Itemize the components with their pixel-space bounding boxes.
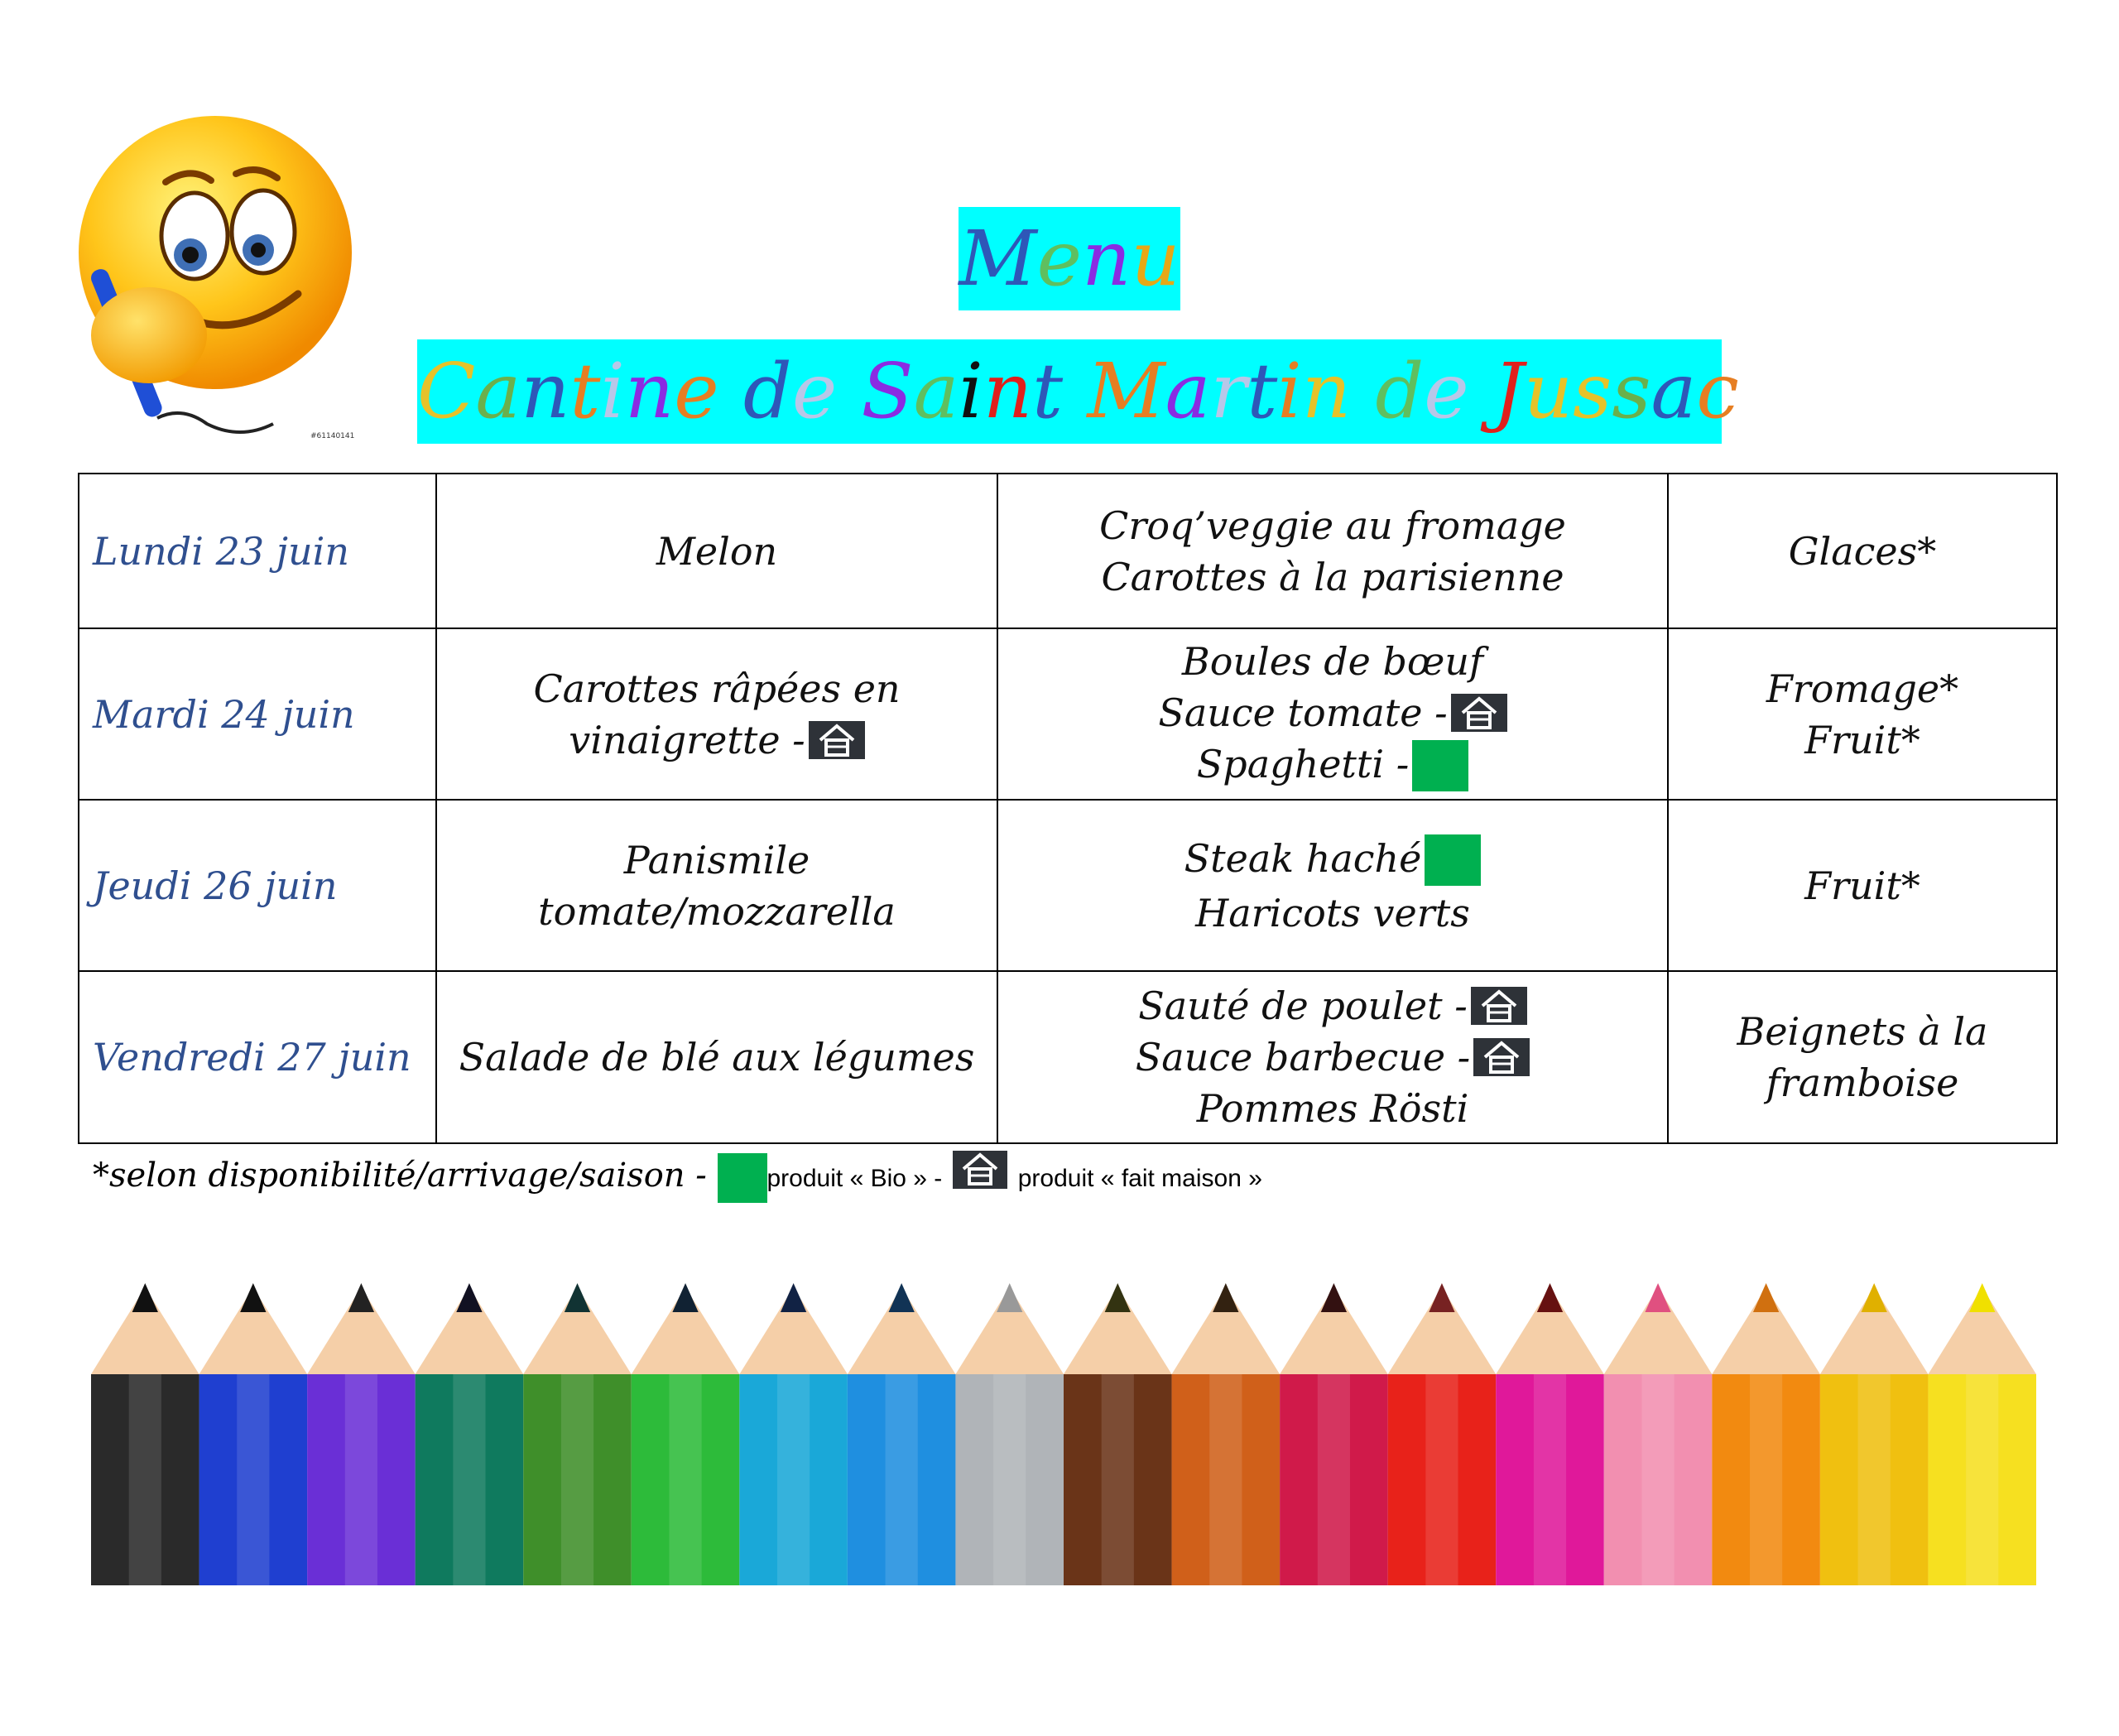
menu-row — [79, 800, 2057, 971]
pencil-highlight — [1966, 1374, 1998, 1585]
main-line — [1007, 500, 1659, 551]
title-letter: u — [1131, 214, 1180, 303]
pencil-highlight — [561, 1374, 593, 1585]
colored-pencils-image — [91, 1250, 2036, 1585]
starter-line — [445, 886, 988, 937]
pencil-highlight — [886, 1374, 918, 1585]
dish-text: Carottes râpées en — [533, 666, 901, 711]
dish-text: tomate/mozzarella — [538, 888, 896, 934]
day-label: Lundi 23 juin — [93, 528, 349, 574]
pencil-tip — [997, 1283, 1022, 1312]
bio-square-icon — [718, 1153, 767, 1203]
house-icon — [809, 721, 865, 759]
dish-text: vinaigrette - — [569, 717, 805, 762]
pencil-tip — [565, 1283, 590, 1312]
main-line — [1007, 551, 1659, 603]
pencil-tip — [672, 1283, 698, 1312]
pencil-tip — [1321, 1283, 1347, 1312]
pencil-highlight — [237, 1374, 269, 1585]
dish-text: Steak haché — [1184, 835, 1422, 881]
pencil-tip — [1429, 1283, 1454, 1312]
main-cell — [997, 800, 1668, 971]
pencil-highlight — [1858, 1374, 1891, 1585]
dish-text: Beignets à la — [1737, 1009, 1988, 1054]
pencil-highlight — [1209, 1374, 1242, 1585]
dessert-line — [1677, 860, 2048, 911]
dish-text: Fruit* — [1804, 863, 1920, 908]
starter-cell — [436, 800, 997, 971]
dessert-cell — [1668, 971, 2057, 1143]
dish-text: Pommes Rösti — [1196, 1086, 1469, 1131]
house-icon — [953, 1151, 1007, 1189]
dessert-line — [1677, 526, 2048, 577]
dish-text: Croq’veggie au fromage — [1099, 503, 1566, 548]
pencil-tip — [132, 1283, 158, 1312]
dish-text: Boules de bœuf — [1181, 638, 1484, 684]
pencil-tip — [1862, 1283, 1887, 1312]
starter-cell — [436, 474, 997, 628]
menu-row — [79, 971, 2057, 1143]
emoji-writing-icon — [66, 116, 364, 447]
dish-text: Panismile — [623, 837, 810, 882]
pencil-highlight — [1750, 1374, 1782, 1585]
dessert-cell — [1668, 628, 2057, 800]
day-cell — [79, 971, 436, 1143]
pencil-highlight — [1102, 1374, 1134, 1585]
pencil-highlight — [345, 1374, 377, 1585]
pencil-highlight — [777, 1374, 810, 1585]
dish-text: framboise — [1766, 1060, 1959, 1105]
legend-bio-label: produit « Bio » - — [766, 1165, 943, 1192]
starter-cell — [436, 971, 997, 1143]
dish-text: Haricots verts — [1195, 890, 1470, 935]
day-cell — [79, 628, 436, 800]
day-cell — [79, 474, 436, 628]
pencil-highlight — [1318, 1374, 1350, 1585]
pencil-tip — [456, 1283, 482, 1312]
day-label: Vendredi 27 juin — [93, 1035, 411, 1080]
pencil-tip — [1537, 1283, 1563, 1312]
day-label: Jeudi 26 juin — [93, 863, 338, 908]
pencil-highlight — [129, 1374, 161, 1585]
dish-text: Sauté de poulet - — [1138, 983, 1468, 1028]
dessert-line — [1677, 714, 2048, 766]
dish-text: Sauce barbecue - — [1135, 1035, 1471, 1080]
pencil-tip — [1105, 1283, 1131, 1312]
starter-line — [445, 526, 988, 577]
pencil-highlight — [1534, 1374, 1566, 1585]
page-subtitle: Cantine de Saint Martin de Jussac — [417, 347, 1739, 435]
title-letter: e — [1036, 214, 1083, 303]
page-title — [959, 214, 1180, 303]
starter-line — [445, 714, 988, 766]
main-cell — [997, 628, 1668, 800]
pencil-highlight — [453, 1374, 485, 1585]
dessert-line — [1677, 1006, 2048, 1057]
pencil-tip — [1969, 1283, 1995, 1312]
menu-table — [78, 473, 2058, 1144]
main-line — [1007, 1032, 1659, 1083]
main-line — [1007, 887, 1659, 939]
dish-text: Salade de blé aux légumes — [459, 1035, 975, 1080]
pencil-highlight — [1425, 1374, 1458, 1585]
legend-homemade-label: produit « fait maison » — [1017, 1165, 1262, 1192]
dish-text: Fromage* — [1766, 666, 1959, 711]
house-icon — [1451, 694, 1507, 732]
legend — [93, 1151, 1262, 1204]
dish-text: Spaghetti - — [1196, 741, 1410, 786]
main-line — [1007, 1083, 1659, 1134]
dessert-line — [1677, 1057, 2048, 1108]
page-title-box — [959, 207, 1180, 310]
subtitle-box — [417, 339, 1739, 444]
dish-text: Sauce tomate - — [1158, 690, 1448, 735]
dish-text: Fruit* — [1804, 717, 1920, 762]
dessert-line — [1677, 663, 2048, 714]
dish-text: Melon — [656, 528, 778, 574]
starter-line — [445, 834, 988, 886]
title-letter: M — [959, 214, 1037, 303]
main-line — [1007, 738, 1659, 793]
house-icon — [1471, 987, 1527, 1025]
starter-line — [445, 1032, 988, 1083]
dessert-cell — [1668, 800, 2057, 971]
pencil-tip — [240, 1283, 266, 1312]
main-cell — [997, 971, 1668, 1143]
pencil-highlight — [669, 1374, 701, 1585]
title-letter: n — [1082, 214, 1132, 303]
house-icon — [1473, 1038, 1530, 1076]
starter-cell — [436, 628, 997, 800]
bio-square-icon — [1412, 740, 1468, 791]
pencil-tip — [1213, 1283, 1238, 1312]
dish-text: Glaces* — [1788, 528, 1937, 574]
pencil-tip — [781, 1283, 806, 1312]
main-line — [1007, 636, 1659, 687]
legend-note: *selon disponibilité/arrivage/saison - — [93, 1157, 707, 1195]
bio-square-icon — [1425, 834, 1481, 886]
main-line — [1007, 833, 1659, 887]
main-line — [1007, 980, 1659, 1032]
pencil-tip — [348, 1283, 374, 1312]
pencil-tip — [1753, 1283, 1779, 1312]
pencil-tip — [1645, 1283, 1670, 1312]
pencil-tip — [889, 1283, 915, 1312]
starter-line — [445, 663, 988, 714]
main-line — [1007, 687, 1659, 738]
menu-row — [79, 474, 2057, 628]
main-cell — [997, 474, 1668, 628]
day-label: Mardi 24 juin — [93, 691, 355, 737]
day-cell — [79, 800, 436, 971]
emoji-image-code: #61140141 — [310, 432, 355, 440]
dish-text: Carottes à la parisienne — [1101, 554, 1564, 599]
pencil-highlight — [1641, 1374, 1674, 1585]
pencil-highlight — [993, 1374, 1026, 1585]
menu-row — [79, 628, 2057, 800]
dessert-cell — [1668, 474, 2057, 628]
